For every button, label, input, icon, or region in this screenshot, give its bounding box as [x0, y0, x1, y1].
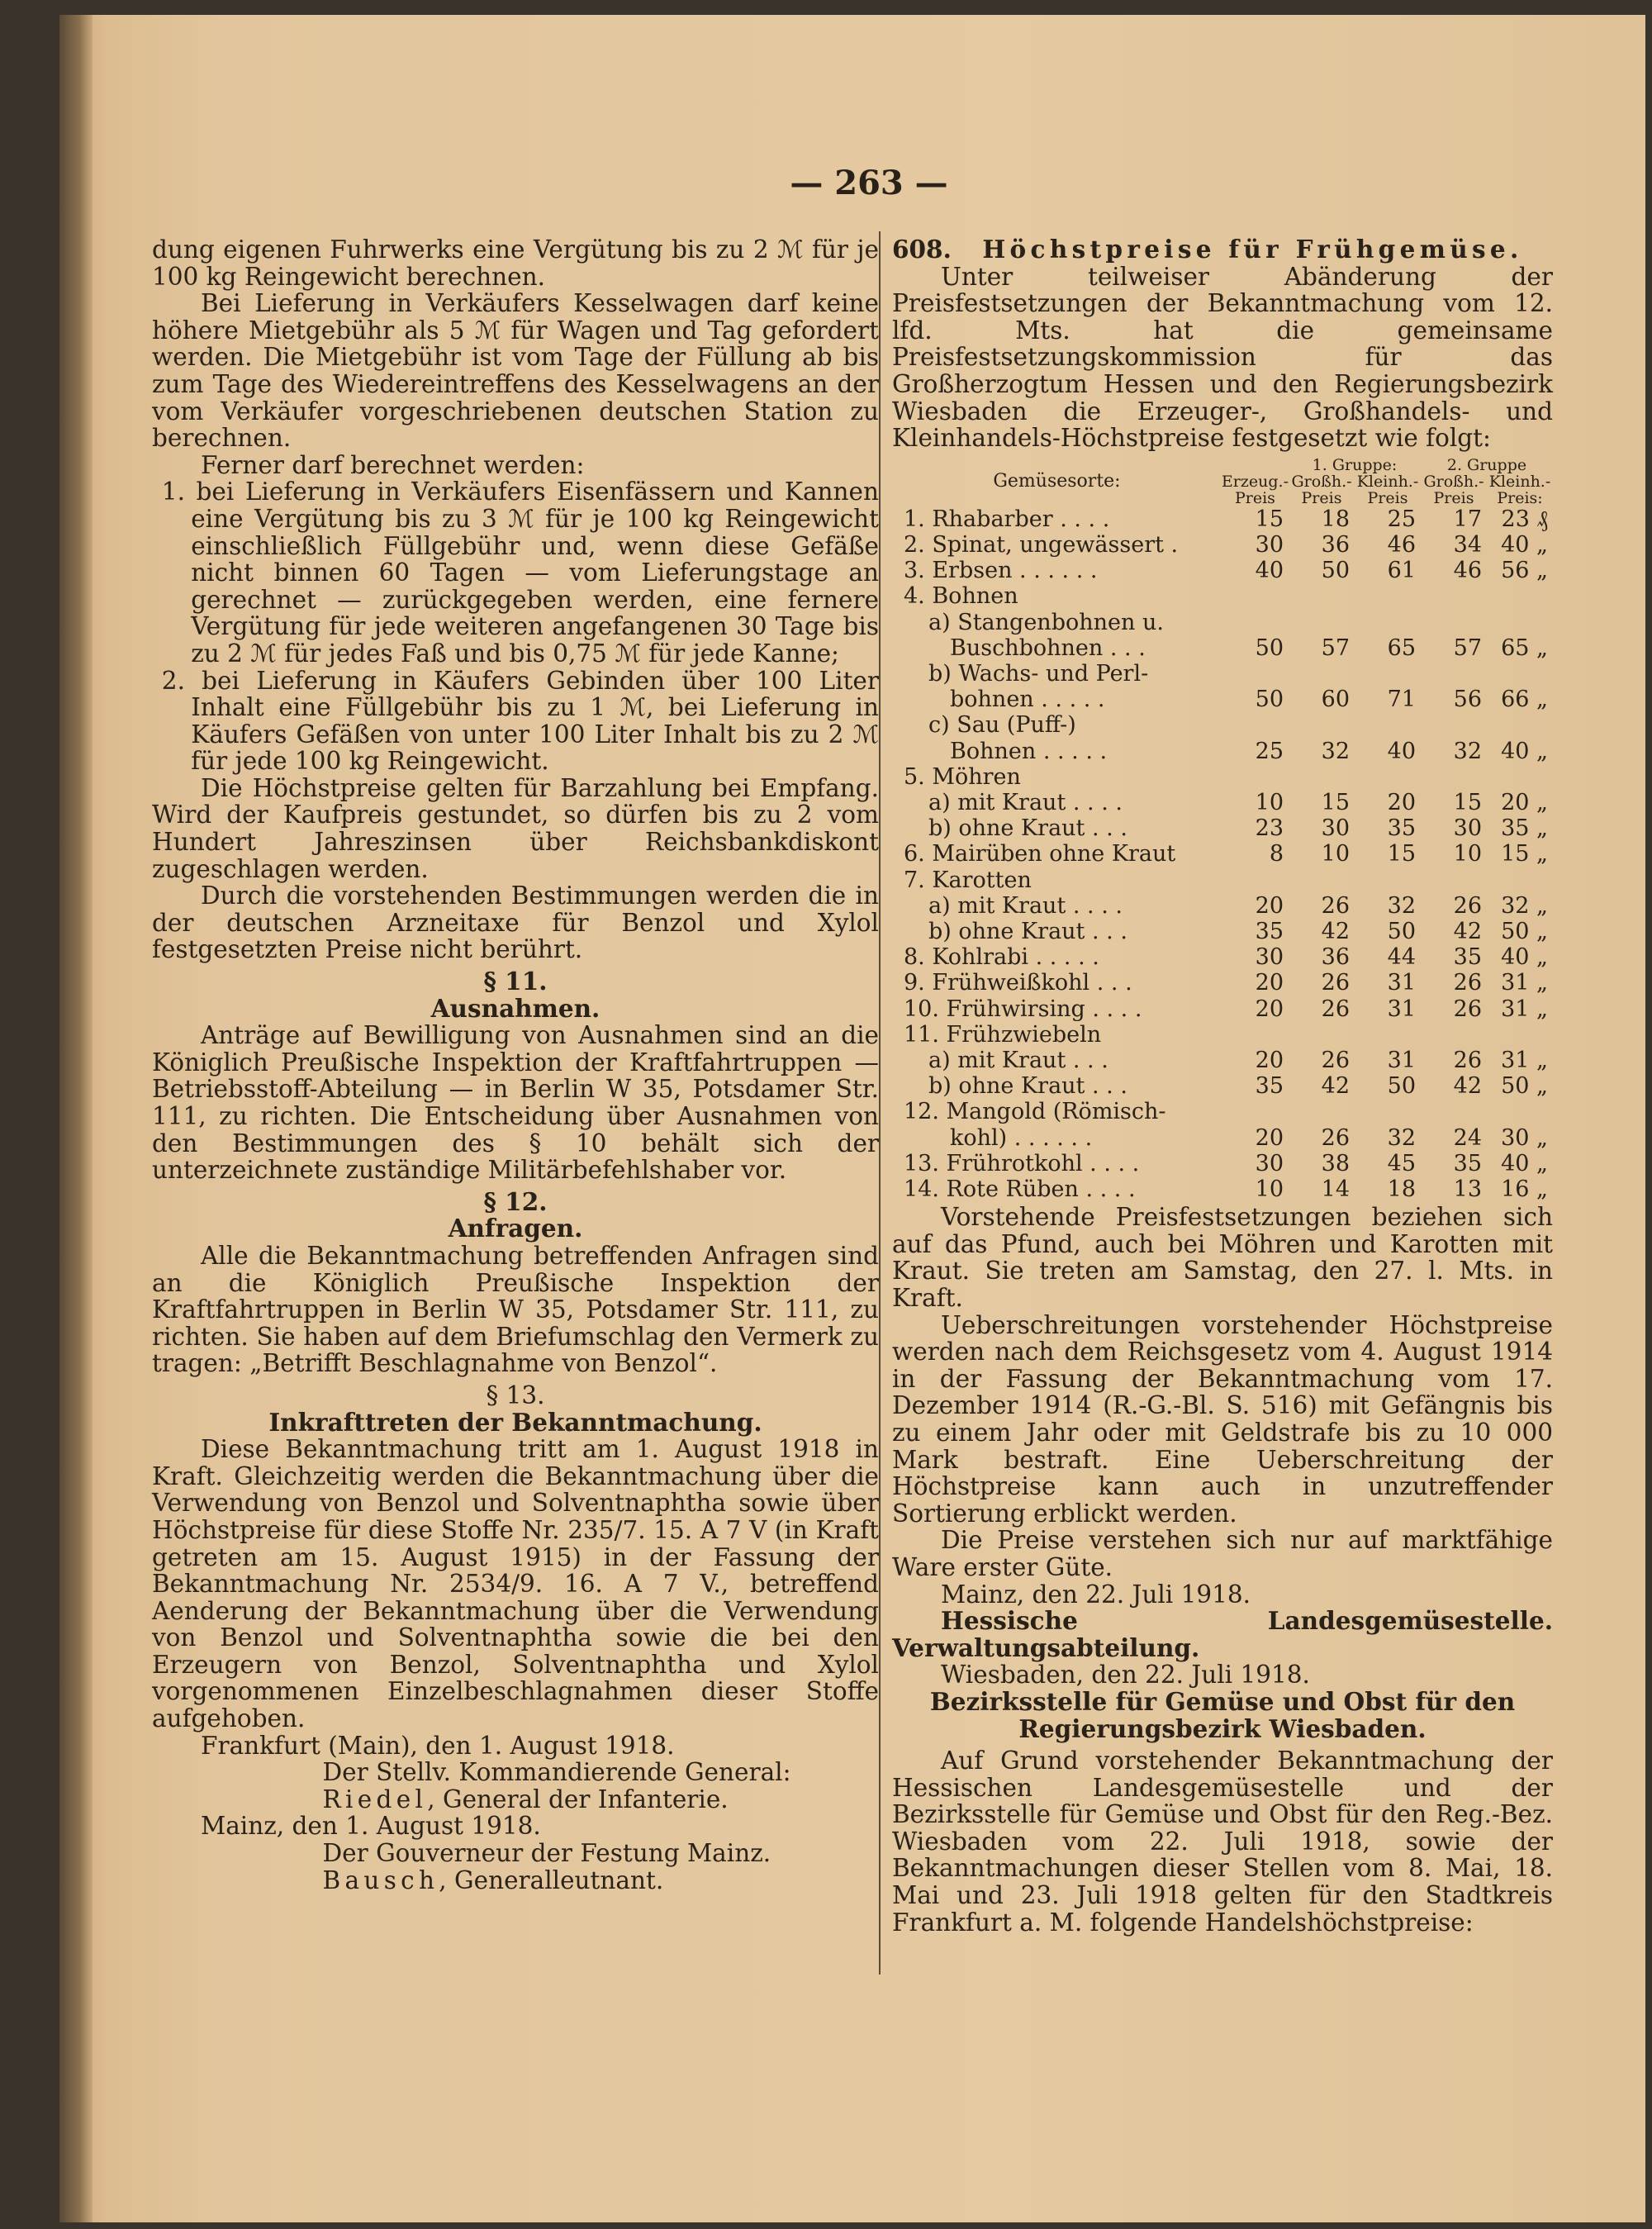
price-cell [1289, 764, 1355, 790]
price-cell [1421, 764, 1487, 790]
table-row [892, 739, 1553, 764]
price-cell [1355, 712, 1421, 738]
price-cell: 31 [1387, 970, 1416, 996]
table-row [892, 687, 1553, 712]
price-cell: 30 [1255, 531, 1284, 558]
table-header-g2-gross: Großh.-Preis [1423, 472, 1484, 507]
signer-name: Bausch [322, 1865, 439, 1894]
price-cell: 36 [1321, 944, 1350, 971]
price-cell: 50 [1387, 919, 1416, 944]
paragraph: Diese Bekanntmachung tritt am 1. August 1918 in Kraft. Gleichzeitig werden die Bekanntmachung über die Verwendung von Benzol und Solventnaphtha sowie über Höchstpreise für diese Stoffe Nr. 235/7. 15. A 7 V (in Kraft getreten am 15. August 1915) in der Fassung der Bekanntmachung Nr. 2534/9. 16. A 7 V., betreffend Aenderung der Bekanntmachung über die Verwendung von Benzol und Solventnaphtha sowie die bei den Erzeugern von Benzol, Solventnaphtha und Xylol vorgenommenen Einzelbeschlagnahmen dieser Stoffe aufgehoben. [152, 1435, 879, 1733]
vegetable-label: 14. Rote Rüben . . . . [904, 1176, 1136, 1203]
price-cell: 57 [1453, 634, 1482, 661]
vegetable-label: a) mit Kraut . . . . [928, 789, 1123, 815]
price-cell: 15 [1255, 506, 1284, 532]
table-row [892, 1176, 1553, 1202]
list-item: 1. bei Lieferung in Verkäufers Eisenfässern und Kannen eine Vergütung bis zu 3 ℳ für je 100 kg Reingewicht einschließlich Füllgebühr und, wenn diese Gefäße nicht binnen 60 Tagen — vom Lieferungstage an gerechnet — zurückgegeben werden, eine fernere Vergütung für jede weiteren angefangenen 30 Tage bis zu 2 ℳ für jedes Faß und bis 0,75 ℳ für jede Kanne; [161, 478, 879, 668]
place-date: Frankfurt (Main), den 1. August 1918. [201, 1731, 675, 1760]
price-cell: 17 [1453, 506, 1482, 532]
price-cell: 35 [1255, 919, 1284, 944]
price-cell: 32 [1453, 738, 1482, 764]
price-cell [1355, 1022, 1421, 1048]
table-row [892, 661, 1553, 687]
table-row [892, 506, 1553, 532]
page-sheet [59, 15, 1645, 2222]
vegetable-label: 8. Kohlrabi . . . . . [904, 944, 1099, 971]
price-cell: 71 [1387, 687, 1416, 713]
price-cell [1355, 661, 1421, 687]
notice-number: 608. [892, 235, 952, 264]
price-cell: 8 [1269, 841, 1284, 867]
price-cell [1222, 764, 1289, 790]
price-cell [1487, 661, 1553, 687]
table-row [892, 1048, 1553, 1073]
price-cell: 32 [1387, 1124, 1416, 1151]
table-row [892, 919, 1553, 944]
price-cell: 36 [1321, 531, 1350, 558]
price-cell [1421, 1099, 1487, 1124]
paragraph: Ferner darf berechnet werden: [201, 450, 585, 479]
price-cell: 42 [1321, 1073, 1350, 1100]
price-table [892, 457, 1553, 1202]
table-row [892, 583, 1553, 609]
price-cell: 30 „ [1501, 1124, 1548, 1151]
vegetable-label: 6. Mairüben ohne Kraut [904, 841, 1176, 867]
table-row [892, 1151, 1553, 1176]
price-cell: 61 [1387, 558, 1416, 584]
price-cell: 10 [1321, 841, 1350, 867]
paragraph: Die Höchstpreise gelten für Barzahlung bei Empfang. Wird der Kaufpreis gestundet, so dürfen bis zu 2 vom Hundert Jahreszinsen über Reichsbankdiskont zugeschlagen werden. [152, 773, 879, 883]
table-row [892, 815, 1553, 841]
vegetable-label: b) ohne Kraut . . . [928, 815, 1127, 842]
section-number: § 11. [483, 967, 548, 996]
vegetable-label: 11. Frühzwiebeln [904, 1021, 1102, 1048]
price-cell: 42 [1321, 919, 1350, 944]
table-header-label: Gemüsesorte: [993, 470, 1121, 492]
price-cell: 24 [1453, 1124, 1482, 1151]
price-cell: 50 [1321, 558, 1350, 584]
vegetable-label: 2. Spinat, ungewässert . [904, 531, 1179, 558]
price-cell [1487, 1022, 1553, 1048]
price-cell: 20 [1387, 789, 1416, 815]
vegetable-label: a) mit Kraut . . . [928, 1048, 1108, 1074]
price-cell: 50 [1255, 634, 1284, 661]
table-row [892, 1073, 1553, 1099]
page-number: — 263 — [790, 164, 948, 202]
table-row [892, 970, 1553, 996]
price-cell: 31 „ [1501, 970, 1548, 996]
signer-rank: , Generalleutnant. [439, 1865, 664, 1894]
table-row [892, 1022, 1553, 1048]
price-cell [1421, 867, 1487, 893]
price-cell: 32 [1387, 892, 1416, 919]
table-row [892, 867, 1553, 893]
vegetable-label: 3. Erbsen . . . . . . [904, 558, 1098, 584]
price-cell [1421, 1022, 1487, 1048]
price-cell [1222, 583, 1289, 609]
paragraph: Durch die vorstehenden Bestimmungen werden die in der deutschen Arzneitaxe für Benzol und Xylol festgesetzten Preise nicht berührt. [152, 882, 879, 964]
price-cell: 23 [1255, 815, 1284, 842]
vegetable-label: Buschbohnen . . . [950, 634, 1146, 661]
price-cell: 20 „ [1501, 789, 1548, 815]
price-cell: 50 [1255, 687, 1284, 713]
signature-office: Hessische Landesgemüsestelle. Verwaltungsabteilung. [892, 1606, 1553, 1662]
signature-name [152, 1867, 879, 1894]
price-cell [1222, 1022, 1289, 1048]
price-cell: 23 ₰ [1501, 506, 1548, 532]
price-cell [1289, 867, 1355, 893]
table-header-erzeug: Erzeug.-Preis [1221, 472, 1289, 507]
price-cell: 20 [1255, 996, 1284, 1022]
price-cell: 15 [1453, 789, 1482, 815]
price-cell: 35 [1387, 815, 1416, 842]
price-cell: 34 [1453, 531, 1482, 558]
price-cell [1222, 661, 1289, 687]
price-cell: 25 [1255, 738, 1284, 764]
price-cell: 46 [1387, 531, 1416, 558]
price-cell: 15 „ [1501, 841, 1548, 867]
price-cell: 65 „ [1501, 634, 1548, 661]
price-cell: 26 [1453, 996, 1482, 1022]
signature-office: Der Stellv. Kommandierende General: [322, 1758, 791, 1787]
list-item: 2. bei Lieferung in Käufers Gebinden über 100 Liter Inhalt eine Füllgebühr bis zu 1 ℳ, bei Lieferung in Käufers Gefäßen von unter 100 Liter Inhalt bis zu 2 ℳ für jede 100 kg Reingewicht. [161, 666, 879, 776]
price-cell: 25 [1387, 506, 1416, 532]
price-cell: 26 [1321, 970, 1350, 996]
table-row [892, 712, 1553, 738]
price-cell: 42 [1453, 919, 1482, 944]
price-cell: 56 [1453, 687, 1482, 713]
table-row [892, 1099, 1553, 1124]
price-table-body [892, 506, 1553, 1202]
vegetable-label: kohl) . . . . . . [950, 1124, 1093, 1151]
vegetable-label: Bohnen . . . . . [950, 738, 1108, 764]
signer-name: Riedel [322, 1785, 428, 1813]
table-row [892, 841, 1553, 867]
paragraph: Vorstehende Preisfestsetzungen beziehen sich auf das Pfund, auch bei Möhren und Karotten mit Kraut. Sie treten am Samstag, den 27. l. Mts. in Kraft. [892, 1203, 1553, 1313]
price-cell: 15 [1387, 841, 1416, 867]
price-cell: 31 [1387, 996, 1416, 1022]
price-cell: 14 [1321, 1176, 1350, 1203]
price-cell: 42 [1453, 1073, 1482, 1100]
price-cell [1222, 712, 1289, 738]
price-cell: 30 [1255, 944, 1284, 971]
price-cell: 65 [1387, 634, 1416, 661]
section-title: Anfragen. [448, 1214, 583, 1243]
price-cell: 40 [1387, 738, 1416, 764]
price-cell: 40 „ [1501, 944, 1548, 971]
price-cell: 45 [1387, 1150, 1416, 1176]
signature-office: Der Gouverneur der Festung Mainz. [322, 1839, 771, 1868]
place-date: Mainz, den 1. August 1918. [201, 1812, 541, 1841]
price-cell: 26 [1453, 892, 1482, 919]
table-row [892, 532, 1553, 558]
price-cell [1355, 610, 1421, 635]
vegetable-label: 13. Frührotkohl . . . . [904, 1150, 1140, 1176]
price-cell: 30 [1255, 1150, 1284, 1176]
price-cell [1487, 764, 1553, 790]
price-cell: 20 [1255, 1124, 1284, 1151]
price-cell: 30 [1453, 815, 1482, 842]
price-cell [1355, 1099, 1421, 1124]
table-row [892, 558, 1553, 583]
price-cell: 46 [1453, 558, 1482, 584]
price-cell [1289, 1099, 1355, 1124]
vegetable-label: 7. Karotten [904, 867, 1032, 893]
vegetable-label: 9. Frühweißkohl . . . [904, 970, 1132, 996]
price-cell [1421, 712, 1487, 738]
price-cell [1289, 610, 1355, 635]
vegetable-label: a) mit Kraut . . . . [928, 892, 1123, 919]
price-cell: 31 [1387, 1048, 1416, 1074]
price-cell: 26 [1453, 1048, 1482, 1074]
signature-office: Bezirksstelle für Gemüse und Obst für den [929, 1686, 1516, 1716]
price-cell: 20 [1255, 970, 1284, 996]
price-cell: 40 „ [1501, 738, 1548, 764]
vegetable-label: 4. Bohnen [904, 583, 1018, 610]
price-cell: 57 [1321, 634, 1350, 661]
price-cell: 26 [1321, 1124, 1350, 1151]
price-cell: 18 [1387, 1176, 1416, 1203]
table-row [892, 764, 1553, 790]
price-cell: 44 [1387, 944, 1416, 971]
price-cell: 50 „ [1501, 919, 1548, 944]
price-cell [1421, 661, 1487, 687]
vegetable-label: 10. Frühwirsing . . . . [904, 996, 1142, 1022]
price-cell: 15 [1321, 789, 1350, 815]
price-cell: 38 [1321, 1150, 1350, 1176]
price-cell: 40 „ [1501, 1150, 1548, 1176]
price-cell: 26 [1453, 970, 1482, 996]
price-cell: 26 [1321, 1048, 1350, 1074]
vegetable-label: b) ohne Kraut . . . [928, 919, 1127, 944]
price-cell: 35 [1453, 1150, 1482, 1176]
price-cell: 35 „ [1501, 815, 1548, 842]
price-cell [1421, 583, 1487, 609]
table-header-group2: 2. Gruppe [1446, 455, 1527, 474]
section-number: § 12. [483, 1186, 548, 1216]
table-row [892, 996, 1553, 1022]
price-cell: 31 „ [1501, 996, 1548, 1022]
price-cell [1487, 1099, 1553, 1124]
paragraph: Die Preise verstehen sich nur auf marktfähige Ware erster Güte. [892, 1526, 1553, 1581]
vegetable-label: c) Sau (Puff-) [928, 712, 1076, 739]
signature-office: Regierungsbezirk Wiesbaden. [1018, 1713, 1427, 1743]
paragraph: Ueberschreitungen vorstehender Höchstpreise werden nach dem Reichsgesetz vom 4. August 1914 in der Fassung der Bekanntmachung vom 17. Dezember 1914 (R.-G.-Bl. S. 516) mit Gefängnis bis zu einem Jahr oder mit Geldstrafe bis zu 10 000 Mark bestraft. Eine Ueberschreitung der Höchstpreise kann auch in unzutreffender Sortierung erblickt werden. [892, 1310, 1553, 1528]
price-cell: 30 [1321, 815, 1350, 842]
price-cell [1222, 610, 1289, 635]
place-date: Wiesbaden, den 22. Juli 1918. [941, 1661, 1310, 1690]
notice-heading [892, 236, 1553, 264]
price-cell [1355, 764, 1421, 790]
signature-name [152, 1786, 879, 1813]
section-title: Ausnahmen. [430, 993, 601, 1023]
price-cell: 35 [1453, 944, 1482, 971]
right-column [892, 236, 1553, 1936]
price-cell [1487, 583, 1553, 609]
price-cell: 18 [1321, 506, 1350, 532]
table-header-group1: 1. Gruppe: [1312, 455, 1398, 474]
price-cell: 16 „ [1501, 1176, 1548, 1203]
price-cell: 56 „ [1501, 558, 1548, 584]
price-cell [1421, 610, 1487, 635]
paragraph: Bei Lieferung in Verkäufers Kesselwagen darf keine höhere Mietgebühr als 5 ℳ für Wagen und Tag gefordert werden. Die Mietgebühr ist vom Tage der Füllung ab bis zum Tage des Wiedereintreffens des Kesselwagens an der vom Verkäufer vorgeschriebenen deutschen Station zu berechnen. [152, 289, 879, 453]
vegetable-label: bohnen . . . . . [950, 687, 1105, 713]
column-rule [879, 231, 881, 1975]
table-row [892, 1125, 1553, 1151]
paragraph: Unter teilweiser Abänderung der Preisfestsetzungen der Bekanntmachung vom 12. lfd. Mts. hat die gemeinsame Preisfestsetzungskommission für das Großherzogtum Hessen und den Regierungsbezirk Wiesbaden die Erzeuger-, Großhandels- und Kleinhandels-Höchstpreise festgesetzt wie folgt: [892, 262, 1553, 453]
price-cell [1487, 867, 1553, 893]
place-date: Mainz, den 22. Juli 1918. [941, 1580, 1251, 1609]
price-cell: 26 [1321, 996, 1350, 1022]
signer-rank: , General der Infanterie. [427, 1785, 729, 1813]
price-cell: 40 [1255, 558, 1284, 584]
table-header-g1-klein: Kleinh.-Preis [1356, 472, 1419, 507]
price-cell [1289, 1022, 1355, 1048]
price-cell: 10 [1255, 789, 1284, 815]
price-cell: 20 [1255, 1048, 1284, 1074]
price-cell: 32 „ [1501, 892, 1548, 919]
section-number: § 13. [486, 1381, 545, 1409]
price-cell [1222, 1099, 1289, 1124]
vegetable-label: a) Stangenbohnen u. [928, 609, 1164, 635]
paragraph: Anträge auf Bewilligung von Ausnahmen sind an die Königlich Preußische Inspektion der Kraftfahrtruppen — Betriebsstoff-Abteilung — in Berlin W 35, Potsdamer Str. 111, zu richten. Die Entscheidung über Ausnahmen von den Bestimmungen des § 10 behält sich der unterzeichnete zuständige Militärbefehlshaber vor. [152, 1021, 879, 1185]
price-cell: 31 „ [1501, 1048, 1548, 1074]
price-cell [1289, 661, 1355, 687]
price-cell: 10 [1453, 841, 1482, 867]
vegetable-label: b) Wachs- und Perl- [928, 660, 1149, 687]
price-cell: 66 „ [1501, 687, 1548, 713]
price-cell [1289, 712, 1355, 738]
price-cell [1222, 867, 1289, 893]
book-spine [59, 15, 93, 2222]
vegetable-label: 5. Möhren [904, 763, 1021, 790]
table-row [892, 610, 1553, 635]
notice-title: Höchstpreise für Frühgemüse. [982, 235, 1523, 264]
price-cell: 32 [1321, 738, 1350, 764]
price-cell: 35 [1255, 1073, 1284, 1100]
price-cell: 60 [1321, 687, 1350, 713]
vegetable-label: b) ohne Kraut . . . [928, 1073, 1127, 1100]
paragraph: Alle die Bekanntmachung betreffenden Anfragen sind an die Königlich Preußische Inspektion der Kraftfahrtruppen in Berlin W 35, Potsdamer Str. 111, zu richten. Sie haben auf dem Briefumschlag den Vermerk zu tragen: „Betrifft Beschlagnahme von Benzol“. [152, 1241, 879, 1378]
vegetable-label: 12. Mangold (Römisch- [904, 1099, 1166, 1125]
price-cell [1355, 583, 1421, 609]
price-cell: 50 „ [1501, 1073, 1548, 1100]
price-cell: 40 „ [1501, 531, 1548, 558]
table-header-g1-gross: Großh.-Preis [1291, 472, 1352, 507]
table-row [892, 635, 1553, 661]
price-cell: 20 [1255, 892, 1284, 919]
price-cell [1487, 610, 1553, 635]
paragraph: dung eigenen Fuhrwerks eine Vergütung bis zu 2 ℳ für je 100 kg Reingewicht berechnen. [152, 235, 879, 291]
price-cell: 26 [1321, 892, 1350, 919]
price-cell [1289, 583, 1355, 609]
paragraph: Auf Grund vorstehender Bekanntmachung der Hessischen Landesgemüsestelle und der Bezirksstelle für Gemüse und Obst für den Reg.-Bez. Wiesbaden vom 22. Juli 1918, sowie der Bekanntmachungen dieser Stellen vom 8. Mai, 18. Mai und 23. Juli 1918 gelten für den Stadtkreis Frankfurt a. M. folgende Handelshöchstpreise: [892, 1747, 1553, 1937]
table-row [892, 893, 1553, 919]
table-row [892, 790, 1553, 815]
price-cell: 50 [1387, 1073, 1416, 1100]
left-column [152, 236, 879, 1894]
table-header-g2-klein: Kleinh.-Preis: [1488, 472, 1551, 507]
price-cell [1355, 867, 1421, 893]
table-row [892, 944, 1553, 970]
price-cell: 10 [1255, 1176, 1284, 1203]
price-cell: 13 [1453, 1176, 1482, 1203]
vegetable-label: 1. Rhabarber . . . . [904, 506, 1110, 532]
price-cell [1487, 712, 1553, 738]
section-title: Inkrafttreten der Bekanntmachung. [268, 1407, 762, 1437]
